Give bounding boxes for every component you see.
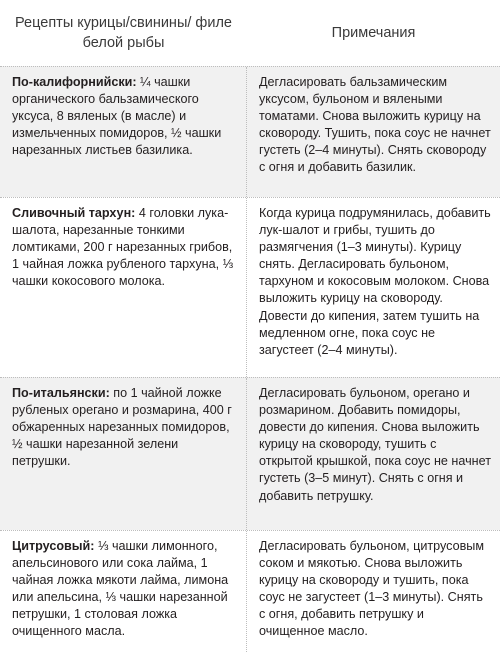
recipe-title: По-итальянски: [12, 386, 110, 400]
note-cell [247, 198, 500, 377]
recipe-ingredients: 4 головки лука-шалота, нарезанные тонкими ломтиками, 200 г нарезанных грибов, 1 чайная ложка рубленого тархуна, ⅓ чашки кокосового молока. [12, 206, 234, 289]
recipe-text [12, 74, 238, 159]
recipe-title: Сливочный тархун: [12, 206, 136, 220]
note-cell [247, 67, 500, 197]
recipe-ingredients: по 1 чайной ложке рубленых орегано и розмарина, 400 г обжаренных нарезанных помидоров, ½ чашки нарезанной зелени петрушки. [12, 386, 232, 469]
recipe-cell [0, 198, 247, 377]
table-header [0, 0, 500, 66]
note-cell [247, 531, 500, 652]
note-text: Дегласировать бальзамическим уксусом, бульоном и вялеными томатами. Снова выложить курицу на сковороду. Тушить, пока соус не начнет густеть (2–4 минуты). Снять сковороду с огня и добавить базилик. [259, 75, 491, 175]
note-text: Когда курица подрумянилась, добавить лук-шалот и грибы, тушить до размягчения (1–3 минуты). Курицу снять. Дегласировать бульоном, тархуном и кокосовым молоком. Снова выложить курицу на сковороду. Довести до кипения, затем тушить на медленном огне, пока соус не загустеет (2–4 минуты). [259, 206, 491, 357]
note-cell [247, 378, 500, 530]
recipe-cell [0, 378, 247, 530]
recipe-cell [0, 531, 247, 652]
header-recipes: Рецепты курицы/свинины/ филе белой рыбы [15, 15, 232, 51]
recipe-ingredients: ¼ чашки органического бальзамического уксуса, 8 вяленых (в масле) и измельченных помидоров, ½ чашки нарезанных листьев базилика. [12, 75, 222, 158]
recipe-title: По-калифорнийски: [12, 75, 137, 89]
table-row [0, 197, 500, 377]
recipe-ingredients: ⅓ чашки лимонного, апельсинового или сока лайма, 1 чайная ложка мякоти лайма, лимона или апельсина, ⅓ чашки нарезанной петрушки, 1 столовая ложка очищенного масла. [12, 539, 229, 639]
recipe-text [12, 385, 238, 470]
note-text: Дегласировать бульоном, орегано и розмарином. Добавить помидоры, довести до кипения. Снова выложить курицу на сковороду, тушить с открытой крышкой, пока соус не начнет густеть (3–5 минут). Снять с огня и добавить петрушку. [259, 386, 491, 503]
recipe-cell [0, 67, 247, 197]
recipe-text [12, 205, 238, 290]
table-row [0, 377, 500, 530]
header-notes: Примечания [331, 25, 416, 41]
table-row [0, 66, 500, 197]
recipe-title: Цитрусовый: [12, 539, 95, 553]
table-row [0, 530, 500, 652]
note-text: Дегласировать бульоном, цитрусовым соком и мякотью. Снова выложить курицу на сковороду и тушить, пока соус не загустеет (1–3 минуты). Снять с огня, добавить петрушку и очищенное масло. [259, 539, 485, 639]
recipe-text [12, 538, 238, 641]
